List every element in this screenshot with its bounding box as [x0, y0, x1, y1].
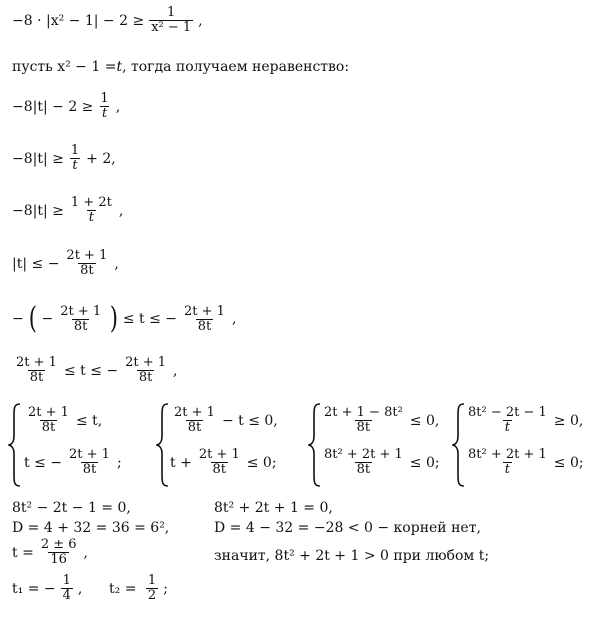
sys2-row-2: [170, 448, 277, 477]
eq7-num2: 2t + 1: [125, 355, 167, 370]
sys4-r1-fraction: [466, 406, 549, 435]
sys4-row-1: [464, 406, 583, 435]
eq6-num2: 2t + 1: [184, 303, 225, 319]
sys1-r2-den: 8t: [82, 462, 97, 477]
left-l3-den: 16: [50, 552, 67, 567]
sys4-r2-tail: ≤ 0;: [553, 454, 584, 471]
eq1-tail: ,: [198, 12, 203, 29]
sys3-r1-den: 8t: [356, 420, 371, 435]
sys2-r2-tail: ≤ 0;: [246, 454, 277, 471]
eq7-fraction-2: [123, 356, 168, 385]
eq7-tail: ,: [173, 362, 178, 379]
sys3-r1-tail: ≤ 0,: [409, 412, 440, 429]
right-r2: D = 4 − 32 = −28 < 0 − корней нет,: [214, 520, 481, 536]
equation-4: [12, 196, 123, 225]
sys1-r1-fraction: [26, 406, 71, 435]
equation-1: [12, 6, 203, 35]
intro-var: t: [116, 59, 123, 75]
sys3-r2-tail: ≤ 0;: [409, 454, 440, 471]
sys3-r2-den: 8t: [356, 462, 371, 477]
eq3-lhs: −8|t| ≥: [12, 150, 64, 167]
sys3-row-1: [320, 406, 439, 435]
right-line-3: [214, 548, 489, 564]
sys2-r2-den: 8t: [212, 462, 227, 477]
eq6-pre: −: [12, 311, 24, 327]
sys1-r2-pre: t ≤ −: [24, 454, 62, 471]
sys2-r1-tail: − t ≤ 0,: [221, 412, 278, 429]
eq5-den: 8t: [80, 263, 94, 278]
eq1-num: 1: [167, 5, 176, 20]
intro-rest: , тогда получаем неравенство:: [122, 59, 350, 75]
eq4-fraction: [69, 196, 114, 225]
eq7-num1: 2t + 1: [16, 355, 57, 370]
left-l4-tail: ;: [163, 580, 168, 597]
eq6-minus: −: [41, 311, 54, 327]
right-r1: 8t² + 2t + 1 = 0,: [214, 500, 333, 516]
eq2-fraction: [98, 92, 110, 121]
sys1-r1-num: 2t + 1: [28, 405, 69, 420]
left-line-4: [12, 574, 168, 603]
sys3-row-2: [320, 448, 440, 477]
left-line-1: [12, 500, 131, 516]
sys4-r1-num: 8t² − 2t − 1: [468, 405, 547, 420]
eq5-tail: ,: [114, 255, 119, 272]
eq2-num: 1: [100, 91, 109, 106]
equation-7: [12, 356, 178, 385]
sys4-r2-fraction: [466, 448, 549, 477]
left-line-3: [12, 538, 88, 567]
eq3-fraction: [69, 144, 81, 173]
equation-6: [12, 301, 237, 336]
intro-text: пусть x² − 1 =: [12, 59, 117, 75]
eq4-lhs: −8|t| ≥: [12, 202, 64, 219]
left-l2: D = 4 + 32 = 36 = 6²,: [12, 520, 170, 536]
equation-2: [12, 92, 120, 121]
eq2-den: t: [101, 106, 108, 121]
eq6-den2: 8t: [197, 318, 212, 334]
left-l1: 8t² − 2t − 1 = 0,: [12, 500, 131, 516]
right-r3: значит, 8t² + 2t + 1 > 0 при любом t;: [214, 548, 490, 564]
eq4-den: t: [88, 210, 94, 225]
eq2-lhs: −8|t| − 2 ≥: [12, 98, 94, 115]
eq5-num: 2t + 1: [66, 248, 108, 263]
eq5-fraction: [64, 249, 109, 278]
sys3-r2-num: 8t² + 2t + 1: [324, 447, 403, 462]
sys3-r2-fraction: [322, 448, 405, 477]
brace-icon: [156, 402, 170, 488]
eq7-fraction-1: [14, 356, 59, 385]
sys2-r2-num: 2t + 1: [198, 447, 240, 462]
sys1-row-1: [24, 406, 102, 435]
eq5-lhs: |t| ≤ −: [12, 255, 60, 272]
sys1-r1-tail: ≤ t,: [75, 412, 103, 429]
left-l3-num: 2 ± 6: [40, 537, 77, 552]
eq1-fraction: [149, 6, 193, 35]
left-l4-fraction-2: [146, 574, 158, 603]
eq3-den: t: [72, 158, 78, 173]
sys4-r2-den: t: [504, 462, 511, 477]
left-l4-pre: t₁ = −: [12, 580, 56, 597]
eq6-den1: 8t: [73, 318, 88, 334]
right-line-2: [214, 520, 481, 536]
eq6-fraction-1: [58, 305, 103, 334]
eq7-mid: ≤ t ≤ −: [63, 362, 119, 379]
eq1-den: x² − 1: [151, 20, 192, 35]
eq3-tail: + 2,: [86, 150, 116, 167]
sys2-r2-fraction: [197, 448, 242, 477]
eq3-num: 1: [70, 143, 80, 158]
sys1-r2-tail: ;: [116, 454, 122, 471]
left-l3-fraction: [39, 538, 79, 567]
system-4: [452, 402, 598, 488]
eq2-tail: ,: [115, 98, 121, 115]
sys3-r1-num: 2t + 1 − 8t²: [324, 405, 403, 420]
eq6-num1: 2t + 1: [60, 303, 102, 319]
sys4-r1-den: t: [504, 420, 511, 435]
sys4-r2-num: 8t² + 2t + 1: [468, 447, 547, 462]
sys2-r1-den: 8t: [187, 420, 202, 435]
sys4-row-2: [464, 448, 584, 477]
sys3-r1-fraction: [322, 406, 405, 435]
left-l4-mid: , t₂ =: [77, 580, 141, 597]
system-1: [8, 402, 158, 488]
intro-line: [12, 59, 349, 75]
sys1-r2-num: 2t + 1: [69, 447, 110, 462]
left-paren: (: [28, 301, 37, 336]
sys2-row-1: [170, 406, 278, 435]
eq1-lhs: −8 · |x² − 1| − 2 ≥: [12, 12, 145, 29]
eq7-den1: 8t: [29, 370, 44, 385]
left-l4-den2: 2: [147, 588, 157, 603]
brace-icon: [8, 402, 22, 488]
eq4-tail: ,: [118, 202, 124, 219]
sys2-r1-fraction: [172, 406, 217, 435]
eq6-tail: ,: [231, 311, 237, 327]
equation-5: [12, 249, 119, 278]
left-line-2: [12, 520, 169, 536]
sys2-r1-num: 2t + 1: [174, 405, 215, 420]
left-l4-fraction-1: [61, 574, 73, 603]
eq4-num: 1 + 2t: [70, 195, 112, 210]
left-l3-tail: ,: [83, 544, 88, 561]
right-line-1: [214, 500, 333, 516]
sys1-r2-fraction: [67, 448, 112, 477]
sys4-r1-tail: ≥ 0,: [553, 412, 584, 429]
right-paren: ): [109, 301, 119, 336]
system-2: [156, 402, 306, 488]
sys1-row-2: [24, 448, 122, 477]
eq6-fraction-2: [182, 305, 227, 334]
sys1-r1-den: 8t: [41, 420, 56, 435]
left-l4-num1: 1: [62, 573, 71, 588]
left-l4-num2: 1: [147, 573, 157, 588]
left-l3-pre: t =: [12, 544, 34, 561]
left-l4-den1: 4: [62, 588, 71, 603]
eq7-den2: 8t: [138, 370, 153, 385]
system-3: [308, 402, 448, 488]
eq6-mid: ≤ t ≤ −: [122, 311, 178, 327]
sys2-r2-pre: t +: [170, 454, 192, 471]
equation-3: [12, 144, 116, 173]
